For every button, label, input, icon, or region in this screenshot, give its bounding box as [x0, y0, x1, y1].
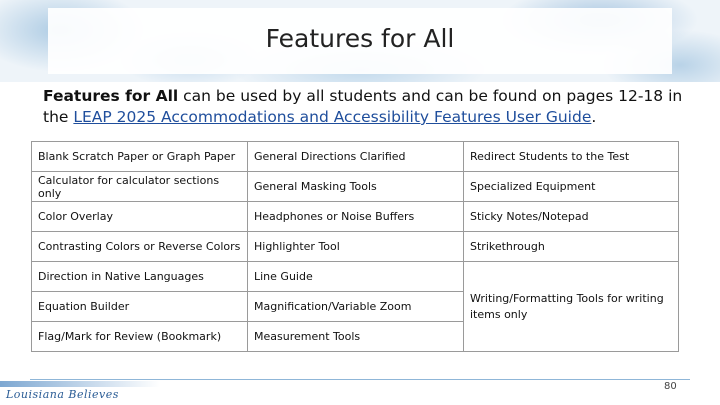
table-cell: Color Overlay — [32, 202, 248, 232]
slide-title: Features for All — [265, 24, 455, 53]
table-cell: General Masking Tools — [248, 172, 464, 202]
intro-paragraph — [43, 86, 683, 128]
table-cell: Sticky Notes/Notepad — [464, 202, 679, 232]
table-cell: Highlighter Tool — [248, 232, 464, 262]
logo-swoosh — [0, 381, 160, 387]
table-cell: Measurement Tools — [248, 322, 464, 352]
page-number: 80 — [664, 381, 677, 392]
table-cell: Flag/Mark for Review (Bookmark) — [32, 322, 248, 352]
table-cell: Headphones or Noise Buffers — [248, 202, 464, 232]
table-row — [32, 172, 679, 202]
table-cell: Magnification/Variable Zoom — [248, 292, 464, 322]
intro-text: can be used by all students and can be found on pages 12-18 in the — [43, 87, 683, 126]
table-cell: Calculator for calculator sections only — [32, 172, 248, 202]
user-guide-link[interactable]: LEAP 2025 Accommodations and Accessibility Features User Guide — [73, 108, 592, 126]
table-row — [32, 232, 679, 262]
footer-divider — [30, 379, 690, 380]
table-cell: Specialized Equipment — [464, 172, 679, 202]
table-cell: Direction in Native Languages — [32, 262, 248, 292]
table-row — [32, 202, 679, 232]
table-cell: Redirect Students to the Test — [464, 142, 679, 172]
table-row — [32, 142, 679, 172]
table-cell: Blank Scratch Paper or Graph Paper — [32, 142, 248, 172]
intro-end: . — [591, 108, 597, 126]
louisiana-believes-logo: Louisiana Believes — [6, 388, 119, 401]
intro-bold: Features for All — [43, 87, 179, 105]
table-cell: Line Guide — [248, 262, 464, 292]
table-cell: Contrasting Colors or Reverse Colors — [32, 232, 248, 262]
table-cell: Strikethrough — [464, 232, 679, 262]
table-row — [32, 262, 679, 292]
features-table — [31, 141, 679, 352]
table-cell: Equation Builder — [32, 292, 248, 322]
table-cell: General Directions Clarified — [248, 142, 464, 172]
merged-table-cell: Writing/Formatting Tools for writing items only — [464, 262, 679, 352]
